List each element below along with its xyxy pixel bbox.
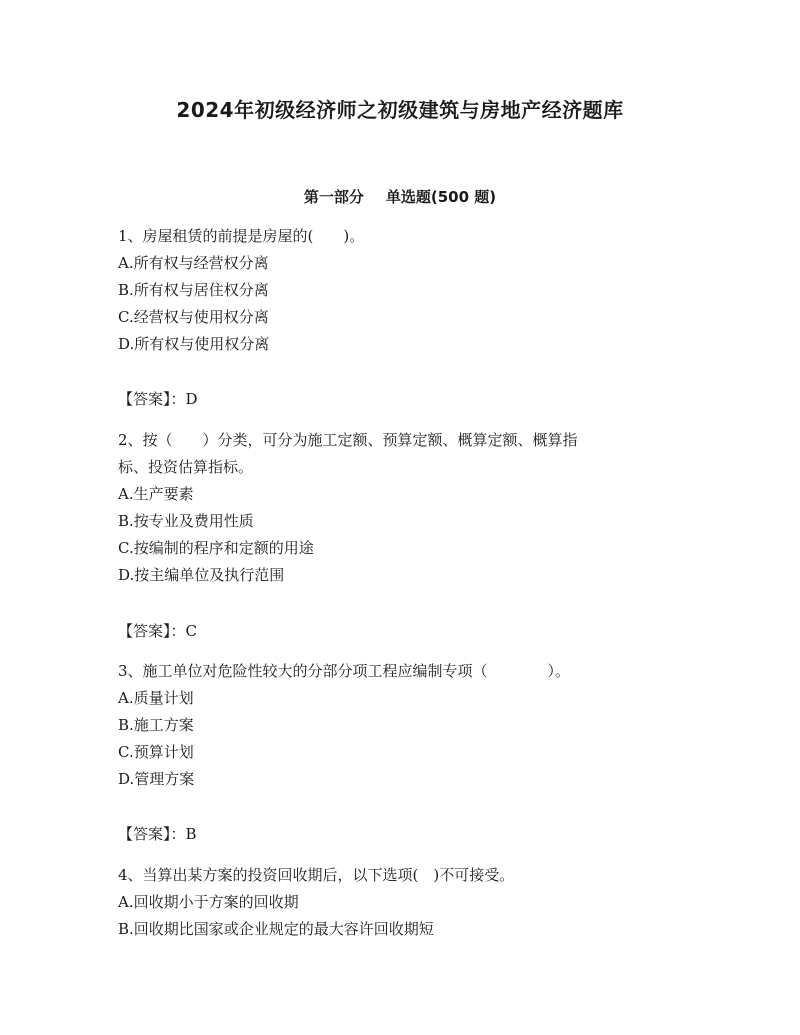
question-2-option-a: A.生产要素: [118, 485, 194, 503]
question-4-stem: 4、当算出某方案的投资回收期后，以下选项( )不可接受。: [118, 866, 515, 884]
question-4-option-b: B.回收期比国家或企业规定的最大容许回收期短: [118, 920, 434, 938]
question-2-option-c: C.按编制的程序和定额的用途: [118, 539, 314, 557]
question-2-stem-line1: 2、按（ ）分类，可分为施工定额、预算定额、概算定额、概算指: [118, 431, 578, 449]
question-2-stem-line2: 标、投资估算指标。: [118, 458, 254, 476]
question-1-stem: 1、房屋租赁的前提是房屋的( )。: [118, 227, 365, 245]
question-1-option-b: B.所有权与居住权分离: [118, 281, 269, 299]
question-4-option-a: A.回收期小于方案的回收期: [118, 893, 299, 911]
question-1-answer: 【答案】：D: [118, 390, 198, 408]
section-part: 第一部分: [303, 188, 364, 206]
document-title: 2024年初级经济师之初级建筑与房地产经济题库: [176, 98, 624, 122]
question-3-answer: 【答案】：B: [118, 825, 197, 843]
question-2-answer: 【答案】：C: [118, 622, 197, 640]
question-2-option-b: B.按专业及费用性质: [118, 512, 254, 530]
question-1-option-a: A.所有权与经营权分离: [118, 254, 269, 272]
question-3-option-b: B.施工方案: [118, 716, 194, 734]
question-2-option-d: D.按主编单位及执行范围: [118, 566, 285, 584]
question-3-option-d: D.管理方案: [118, 770, 195, 788]
question-3-stem: 3、施工单位对危险性较大的分部分项工程应编制专项（ ）。: [118, 662, 571, 680]
section-type: 单选题(500 题): [385, 188, 497, 206]
question-1-option-c: C.经营权与使用权分离: [118, 308, 269, 326]
question-3-option-a: A.质量计划: [118, 689, 194, 707]
question-3-option-c: C.预算计划: [118, 743, 194, 761]
question-1-option-d: D.所有权与使用权分离: [118, 335, 270, 353]
section-heading: [0, 186, 800, 207]
